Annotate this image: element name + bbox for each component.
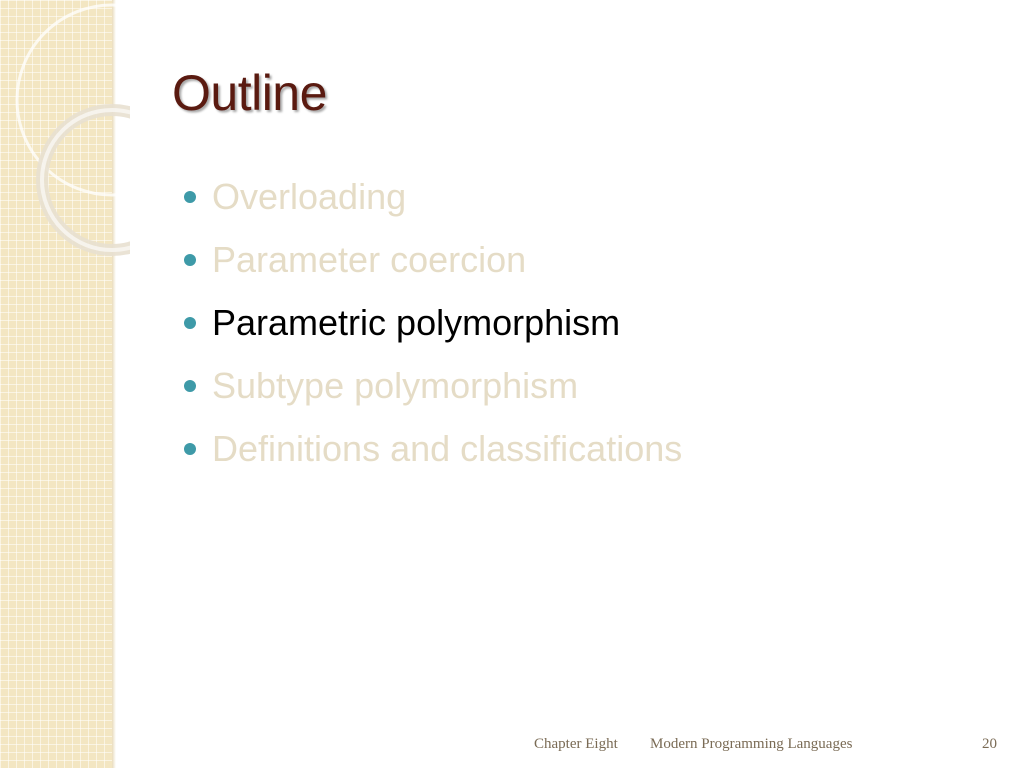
outline-item-overloading <box>184 168 682 231</box>
ring-upper <box>17 5 130 195</box>
ring-lower <box>42 110 130 250</box>
outline-item-label: Definitions and classifications <box>212 428 683 469</box>
outline-item-label: Parameter coercion <box>212 239 527 280</box>
bullet-dot-icon <box>184 317 196 329</box>
slide-title: Outline <box>172 65 327 121</box>
outline-item-parameter-coercion <box>184 231 682 294</box>
bullet-dot-icon <box>184 191 196 203</box>
bullet-dot-icon <box>184 380 196 392</box>
outline-item-parametric-polymorphism <box>184 294 682 357</box>
footer-chapter: Chapter Eight <box>534 736 618 752</box>
outline-item-label: Overloading <box>212 176 407 217</box>
bullet-dot-icon <box>184 254 196 266</box>
outline-list <box>184 168 682 483</box>
footer-page-number: 20 <box>982 736 997 752</box>
decorative-rings-icon <box>0 0 130 260</box>
outline-item-definitions <box>184 420 682 483</box>
outline-item-subtype-polymorphism <box>184 357 682 420</box>
footer-book-title: Modern Programming Languages <box>650 736 853 752</box>
outline-item-label: Parametric polymorphism <box>212 302 621 343</box>
bullet-dot-icon <box>184 443 196 455</box>
outline-item-label: Subtype polymorphism <box>212 365 579 406</box>
